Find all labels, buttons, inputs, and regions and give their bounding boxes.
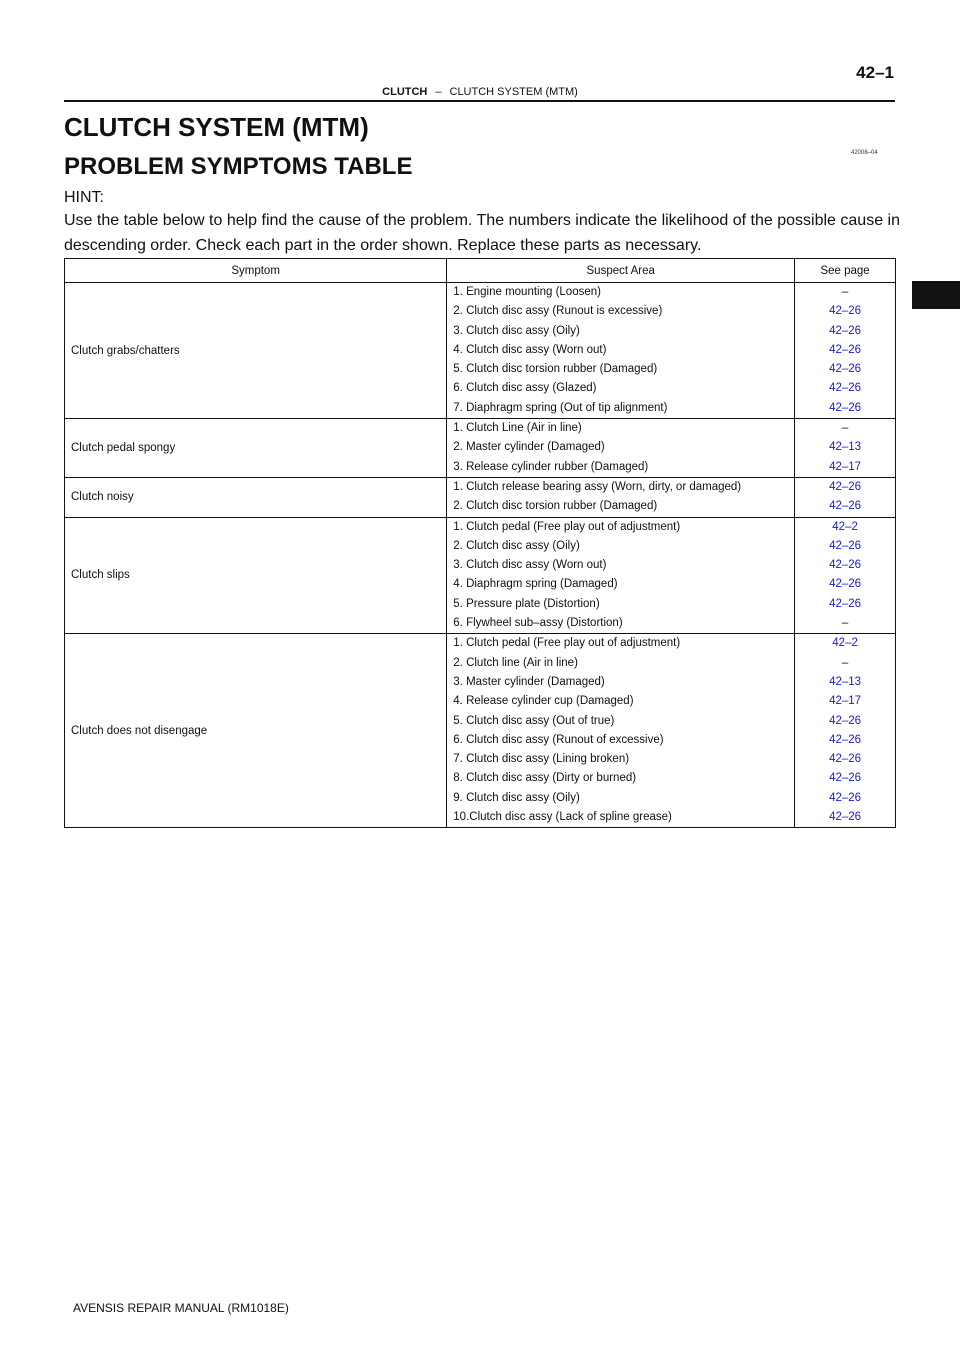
suspect-area-cell	[447, 283, 795, 419]
see-page-link[interactable]: 42–26	[829, 539, 862, 552]
see-page-link[interactable]: 42–26	[829, 480, 862, 493]
symptom-cell: Clutch grabs/chatters	[65, 283, 447, 419]
section-title: PROBLEM SYMPTOMS TABLE	[64, 153, 413, 180]
see-page-link[interactable]: 42–26	[829, 382, 862, 395]
section-tab-marker	[912, 281, 960, 309]
table-row	[65, 634, 896, 828]
running-header	[0, 86, 960, 98]
symptom-cell: Clutch noisy	[65, 477, 447, 517]
suspect-area-item: 2. Clutch disc assy (Runout is excessive)	[453, 305, 663, 318]
see-page-link[interactable]: 42–26	[829, 597, 862, 610]
suspect-area-item: 8. Clutch disc assy (Dirty or burned)	[453, 772, 637, 785]
see-page-link[interactable]: 42–26	[829, 305, 862, 318]
see-page-link[interactable]: 42–26	[829, 772, 862, 785]
suspect-area-item: 1. Clutch pedal (Free play out of adjustment)	[453, 637, 681, 650]
header-symptom: Symptom	[65, 259, 447, 283]
doc-id: 42008–04	[851, 150, 878, 156]
header-rule	[64, 100, 895, 102]
table-row	[65, 419, 896, 478]
see-page-link[interactable]: 42–26	[829, 343, 862, 356]
see-page-link[interactable]: 42–26	[829, 811, 862, 824]
suspect-area-item: 5. Clutch disc torsion rubber (Damaged)	[453, 363, 658, 376]
suspect-area-cell	[447, 419, 795, 478]
suspect-area-item: 10.Clutch disc assy (Lack of spline grease)	[453, 811, 672, 824]
see-page-link[interactable]: 42–13	[829, 675, 862, 688]
suspect-area-item: 3. Master cylinder (Damaged)	[453, 675, 605, 688]
suspect-area-item: 3. Clutch disc assy (Worn out)	[453, 559, 607, 572]
suspect-area-item: 1. Clutch release bearing assy (Worn, dirty, or damaged)	[453, 480, 742, 493]
hint-label: HINT:	[64, 189, 104, 206]
suspect-area-item: 6. Flywheel sub–assy (Distortion)	[453, 617, 623, 630]
see-page-link[interactable]: 42–26	[829, 714, 862, 727]
suspect-area-item: 4. Release cylinder cup (Damaged)	[453, 695, 634, 708]
see-page-link[interactable]: 42–26	[829, 559, 862, 572]
see-page-link[interactable]: 42–26	[829, 578, 862, 591]
suspect-area-cell	[447, 477, 795, 517]
see-page-cell	[795, 477, 896, 517]
see-page-link[interactable]: 42–26	[829, 733, 862, 746]
suspect-area-item: 6. Clutch disc assy (Glazed)	[453, 382, 597, 395]
page-number: 42–1	[856, 63, 894, 82]
header-section: CLUTCH	[382, 86, 428, 98]
footer: AVENSIS REPAIR MANUAL (RM1018E)	[73, 1301, 289, 1315]
see-page-link[interactable]: 42–17	[829, 695, 862, 708]
see-page-link[interactable]: 42–26	[829, 753, 862, 766]
see-page-link[interactable]: 42–2	[832, 637, 858, 650]
suspect-area-item: 4. Clutch disc assy (Worn out)	[453, 343, 607, 356]
see-page-link[interactable]: 42–26	[829, 324, 862, 337]
table-row	[65, 517, 896, 634]
see-page-none: –	[841, 617, 849, 630]
suspect-area-item: 7. Diaphragm spring (Out of tip alignment)	[453, 401, 668, 414]
see-page-link[interactable]: 42–13	[829, 441, 862, 454]
suspect-area-item: 2. Master cylinder (Damaged)	[453, 441, 605, 454]
symptoms-table	[64, 258, 896, 828]
suspect-area-item: 2. Clutch line (Air in line)	[453, 656, 578, 669]
suspect-area-cell	[447, 517, 795, 634]
suspect-area-cell	[447, 634, 795, 828]
see-page-cell	[795, 283, 896, 419]
symptom-cell: Clutch does not disengage	[65, 634, 447, 828]
symptom-cell: Clutch pedal spongy	[65, 419, 447, 478]
suspect-area-item: 6. Clutch disc assy (Runout of excessive)	[453, 733, 664, 746]
symptom-cell: Clutch slips	[65, 517, 447, 634]
page-title: CLUTCH SYSTEM (MTM)	[64, 112, 369, 142]
suspect-area-item: 4. Diaphragm spring (Damaged)	[453, 578, 618, 591]
see-page-link[interactable]: 42–26	[829, 401, 862, 414]
see-page-cell	[795, 419, 896, 478]
table-row	[65, 477, 896, 517]
suspect-area-item: 9. Clutch disc assy (Oily)	[453, 791, 580, 804]
suspect-area-item: 5. Clutch disc assy (Out of true)	[453, 714, 615, 727]
see-page-link[interactable]: 42–26	[829, 791, 862, 804]
see-page-link[interactable]: 42–17	[829, 460, 862, 473]
table-header-row	[65, 259, 896, 283]
table-body	[65, 283, 896, 828]
see-page-link[interactable]: 42–2	[832, 520, 858, 533]
header-see-page: See page	[795, 259, 896, 283]
see-page-cell	[795, 634, 896, 828]
see-page-none: –	[841, 422, 849, 435]
suspect-area-item: 5. Pressure plate (Distortion)	[453, 597, 600, 610]
see-page-link[interactable]: 42–26	[829, 363, 862, 376]
header-dash: –	[435, 86, 442, 98]
suspect-area-item: 1. Clutch Line (Air in line)	[453, 422, 582, 435]
suspect-area-item: 1. Clutch pedal (Free play out of adjustment)	[453, 520, 681, 533]
suspect-area-item: 2. Clutch disc assy (Oily)	[453, 539, 580, 552]
suspect-area-item: 2. Clutch disc torsion rubber (Damaged)	[453, 500, 658, 513]
suspect-area-item: 3. Release cylinder rubber (Damaged)	[453, 460, 649, 473]
see-page-none: –	[841, 286, 849, 298]
see-page-link[interactable]: 42–26	[829, 500, 862, 513]
table-row	[65, 283, 896, 419]
suspect-area-item: 1. Engine mounting (Loosen)	[453, 286, 601, 298]
header-subsection: CLUTCH SYSTEM (MTM)	[449, 86, 578, 98]
suspect-area-item: 7. Clutch disc assy (Lining broken)	[453, 753, 630, 766]
hint-text: Use the table below to help find the cause of the problem. The numbers indicate the likelihood of the possible cause in descending order. Check each part in the order shown. Replace these parts as necessary.	[64, 212, 900, 254]
see-page-cell	[795, 517, 896, 634]
see-page-none: –	[841, 656, 849, 669]
suspect-area-item: 3. Clutch disc assy (Oily)	[453, 324, 580, 337]
header-suspect-area: Suspect Area	[447, 259, 795, 283]
